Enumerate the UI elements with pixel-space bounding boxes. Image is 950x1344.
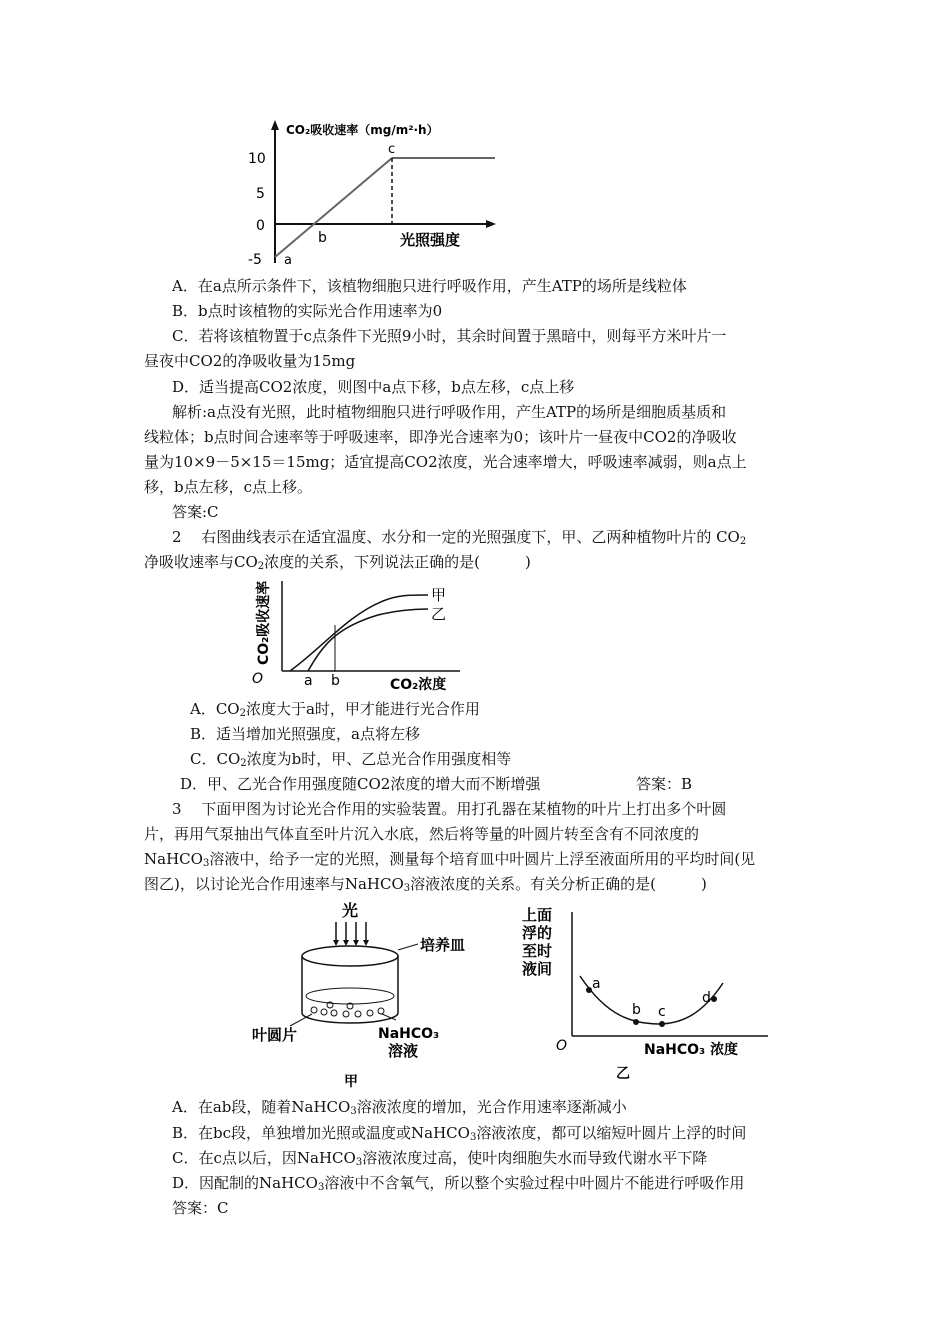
leaf-pointer [290, 1014, 312, 1026]
leaf-label: 叶圆片 [252, 1026, 298, 1044]
q2-stem-line1: 2 右图曲线表示在适宜温度、水分和一定的光照强度下，甲、乙两种植物叶片的 $CO_2$ [172, 528, 747, 547]
figure-apparatus [250, 898, 490, 1098]
leaf-discs [311, 1002, 384, 1017]
q1-option-c-line1: C．若将该植物置于c点条件下光照9小时，其余时间置于黑暗中，则每平方米叶片一 [172, 327, 727, 345]
q1-explanation-line4: 移，b点左移，c点上移。 [144, 478, 313, 496]
y-title-1: 上面 [522, 906, 553, 924]
ytick-5: 5 [256, 186, 265, 202]
x-axis-title: NaHCO₃ 浓度 [644, 1042, 739, 1058]
figure-co2-concentration [228, 575, 468, 695]
ytick-0: 0 [256, 218, 265, 234]
q3-option-c: C．在c点以后，因NaHCO$_3$溶液浓度过高，使叶肉细胞失水而导致代谢水平下降 [172, 1149, 708, 1168]
y-title-4: 液间 [522, 960, 553, 978]
q1-option-c-line2: 昼夜中CO2的净吸收量为15mg [144, 352, 356, 370]
q3-stem-line2: 片，再用气泵抽出气体直至叶片沉入水底，然后将等量的叶圆片转至含有不同浓度的 [144, 825, 700, 843]
solution-label-1: NaHCO₃ [378, 1026, 440, 1042]
q1-explanation-line1: 解析:a点没有光照，此时植物细胞只进行呼吸作用，产生ATP的场所是细胞质基质和 [172, 403, 727, 421]
q3-option-b: B．在bc段，单独增加光照或温度或NaHCO$_3$溶液浓度，都可以缩短叶圆片上浮的时间 [172, 1124, 747, 1143]
tick-a: a [304, 673, 313, 689]
y-axis-title: CO₂吸收速率 [256, 580, 272, 665]
q2-option-c: C．$CO_2$浓度为b时，甲、乙总光合作用强度相等 [190, 750, 512, 769]
q1-answer: 答案:C [172, 503, 219, 521]
rising-line [275, 158, 392, 257]
q3-stem-line1: 3 下面甲图为讨论光合作用的实验装置。用打孔器在某植物的叶片上打出多个叶圆 [172, 800, 727, 818]
q3-answer: 答案：C [172, 1199, 229, 1217]
light-label: 光 [342, 901, 359, 920]
light-arrows [336, 922, 366, 942]
point-b [633, 1019, 639, 1025]
series-jia-label: 甲 [431, 586, 447, 604]
q2-option-a: A．$CO_2$浓度大于a时，甲才能进行光合作用 [190, 700, 480, 719]
curve-jia [290, 595, 428, 671]
caption-jia: 甲 [344, 1074, 358, 1090]
q3-option-d: D．因配制的NaHCO$_3$溶液中不含氧气，所以整个实验过程中叶圆片不能进行呼吸作用 [172, 1174, 745, 1193]
q1-option-d: D．适当提高CO2浓度，则图中a点下移，b点左移，c点上移 [172, 378, 575, 396]
liquid-surface [306, 988, 394, 1004]
point-a-label: a [284, 253, 292, 268]
tick-b: b [331, 673, 340, 689]
origin-label: O [252, 671, 264, 687]
q3-stem-line3: NaHCO$_3$溶液中，给予一定的光照，测量每个培育皿中叶圆片上浮至液面所用的平均时间(见 [144, 850, 756, 869]
q1-explanation-line3: 量为10×9－5×15＝15mg；适宜提高CO2浓度，光合速率增大，呼吸速率减弱，则a点上 [144, 453, 747, 471]
y-title-2: 浮的 [522, 924, 553, 942]
point-c [659, 1021, 665, 1027]
q1-option-a: A．在a点所示条件下，该植物细胞只进行呼吸作用，产生ATP的场所是线粒体 [172, 277, 687, 295]
caption-yi: 乙 [616, 1066, 630, 1082]
dish-label: 培养皿 [420, 936, 466, 954]
x-axis-arrow [486, 220, 496, 228]
ytick-10: 10 [248, 151, 266, 167]
y-axis-arrow [271, 120, 279, 130]
q2-answer: 答案：B [636, 775, 693, 793]
figure-float-time [508, 898, 788, 1098]
x-axis-title: 光照强度 [400, 231, 461, 249]
point-b-label: b [318, 230, 327, 246]
y-axis-title: CO₂吸收速率（mg/m²·h） [286, 123, 439, 137]
point-d [711, 996, 717, 1002]
q1-explanation-line2: 线粒体；b点时间合速率等于呼吸速率，即净光合速率为0；该叶片一昼夜中CO2的净吸收 [144, 428, 737, 446]
point-c-label: c [658, 1004, 666, 1020]
q2-option-b: B．适当增加光照强度，a点将左移 [190, 725, 420, 743]
light-arrowheads [333, 940, 369, 946]
point-d-label: d [702, 990, 711, 1006]
dish-top [302, 946, 398, 966]
solution-label-2: 溶液 [388, 1042, 419, 1060]
origin-label: O [556, 1038, 568, 1054]
point-a-label: a [592, 976, 601, 992]
point-b-label: b [632, 1002, 641, 1018]
ytick-neg5: -5 [248, 252, 262, 268]
figure-co2-light [240, 118, 500, 268]
q2-stem-line2: 净吸收速率与$CO_2$浓度的关系，下列说法正确的是( ) [144, 553, 531, 572]
q2-option-d: D．甲、乙光合作用强度随CO2浓度的增大而不断增强 [180, 775, 541, 793]
dish-pointer [398, 944, 418, 950]
q3-stem-line4: 图乙)，以讨论光合作用速率与NaHCO$_3$溶液浓度的关系。有关分析正确的是( ) [144, 875, 707, 894]
point-c-label: c [388, 142, 396, 157]
q1-option-b: B．b点时该植物的实际光合作用速率为0 [172, 302, 443, 320]
y-title-3: 至时 [522, 942, 553, 960]
x-axis-title: CO₂浓度 [390, 677, 447, 693]
series-yi-label: 乙 [431, 605, 447, 623]
q3-option-a: A．在ab段，随着NaHCO$_3$溶液浓度的增加，光合作用速率逐渐减小 [172, 1098, 627, 1117]
